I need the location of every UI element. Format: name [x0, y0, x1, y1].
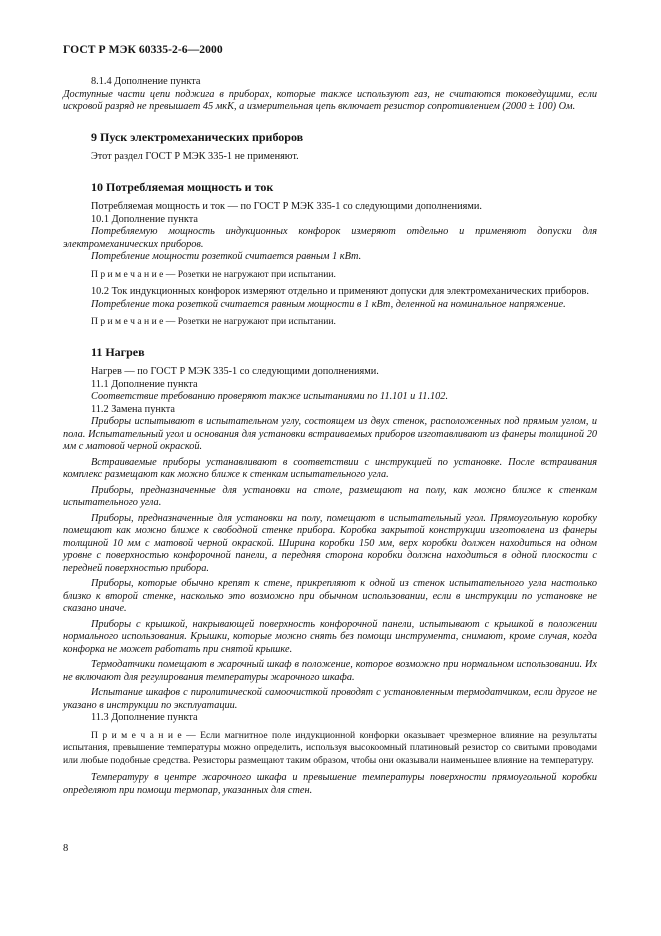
clause-10-1-para-1: Потребляемую мощность индукционных конфорок измеряют отдельно и применяют допуски для электромеханических приборов. [63, 226, 597, 250]
clause-11-2-para-6: Приборы с крышкой, накрывающей поверхность конфорочной панели, испытывают с крышкой в положении нормального использования. Крышки, которые можно снять без помощи инструмента, снимают, кроме случая, когда конфорка не может работать при снятой крышке. [63, 618, 597, 655]
clause-11-2-para-8: Испытание шкафов с пиролитической самоочисткой проводят с установленным термодатчиком, если другое не указано в инструкции по эксплуатации. [63, 687, 597, 711]
clause-11-2-para-2: Встраиваемые приборы устанавливают в соответствии с инструкцией по установке. После встраивания комплекс размещают как можно ближе к стенкам испытательного угла. [63, 456, 597, 480]
note-2 [63, 316, 597, 329]
note-3-text: — Если магнитное поле индукционной конфорки оказывает чрезмерное влияние на результаты испытания, превышение температуры можно определить, используя высокоомный платиновый резистор со свитыми проводами или любые подобные средства. Резисторы размещают таким образом, чтобы они оказывали наименьшее влияние на температуру. [63, 729, 598, 766]
clause-11-2-para-1: Приборы испытывают в испытательном углу, состоящем из двух стенок, расположенных под прямым углом, и пола. Испытательный угол и основания для установки встраиваемых приборов изготавливают из фанеры толщиной 20 мм с матовой черной окраской. [63, 416, 597, 452]
clause-10-1-title: 10.1 Дополнение пункта [91, 213, 198, 225]
page-header: ГОСТ Р МЭК 60335-2-6—2000 [63, 43, 223, 56]
clause-11-3-para: Температуру в центре жарочного шкафа и превышение температуры поверхности прямоугольной коробки определяют при помощи термопар, указанных для стен. [63, 772, 597, 796]
note-1-text: — Розетки не нагружают при испытании. [163, 268, 336, 280]
note-3 [63, 730, 597, 768]
section-10-heading: 10 Потребляемая мощность и ток [91, 179, 274, 194]
clause-8-1-4-title: 8.1.4 Дополнение пункта [91, 76, 201, 87]
clause-11-2-para-3: Приборы, предназначенные для установки на столе, размещают на полу, как можно ближе к стенкам испытательного угла. [63, 484, 597, 508]
page-content [63, 76, 597, 797]
clause-11-2-para-7: Термодатчики помещают в жарочный шкаф в положение, которое возможно при нормальном использовании. Их не включают для регулирования температуры жарочного шкафа. [63, 659, 597, 683]
clause-11-1-text: Соответствие требованию проверяют также испытаниями по 11.101 и 11.102. [91, 391, 449, 402]
section-10-intro: Потребляемая мощность и ток — по ГОСТ Р МЭК 335-1 со следующими дополнениями. [91, 201, 482, 212]
section-9-heading: 9 Пуск электромеханических приборов [91, 129, 304, 144]
clause-10-2-para: Потребление тока розеткой считается равным мощности в 1 кВт, деленной на номинальное напряжение. [91, 298, 566, 310]
note-3-label: П р и м е ч а н и е [91, 729, 182, 741]
section-11-heading: 11 Нагрев [91, 344, 145, 359]
clause-11-2-title: 11.2 Замена пункта [91, 403, 175, 415]
note-1-label: П р и м е ч а н и е [91, 268, 164, 280]
page-number: 8 [63, 843, 69, 854]
clause-11-3-title: 11.3 Дополнение пункта [91, 712, 198, 723]
clause-11-1-title: 11.1 Дополнение пункта [91, 378, 198, 390]
note-2-text: — Розетки не нагружают при испытании. [163, 316, 336, 327]
clause-10-2-text: 10.2 Ток индукционных конфорок измеряют отдельно и применяют допуски для электромеханических приборов. [91, 286, 589, 297]
clause-11-2-para-4: Приборы, предназначенные для установки на полу, помещают в испытательный угол. Прямоугольную коробку помещают как можно ближе к свободной стенке прибора. Коробка закрытой конструкции изготовлена из фанеры толщиной 10 мм с матовой черной окраской. Ширина коробки 150 мм, верх коробки должен находиться на одном уровне с поверхностью конфорочной панели, а передняя сторона коробки должна находиться в одной плоскости с передней поверхностью прибора. [63, 512, 597, 574]
clause-11-2-para-5: Приборы, которые обычно крепят к стене, прикрепляют к одной из стенок испытательного угла настолько близко к второй стенке, насколько это возможно при обычном использовании, если в инструкции по установке не сказано иначе. [63, 578, 597, 614]
clause-8-1-4-text: Доступные части цепи поджига в приборах, которые также используют газ, не считаются токоведущими, если искровой разряд не превышает 45 мкК, а измерительная цепь включает резистор сопротивлением (2000 ± 100) Ом. [63, 88, 597, 112]
section-9-text: Этот раздел ГОСТ Р МЭК 335-1 не применяют. [91, 151, 299, 162]
note-2-label: П р и м е ч а н и е [91, 316, 164, 327]
section-11-intro: Нагрев — по ГОСТ Р МЭК 335-1 со следующими дополнениями. [91, 366, 379, 377]
clause-10-1-para-2: Потребление мощности розеткой считается равным 1 кВт. [91, 251, 362, 262]
note-1 [63, 269, 597, 282]
